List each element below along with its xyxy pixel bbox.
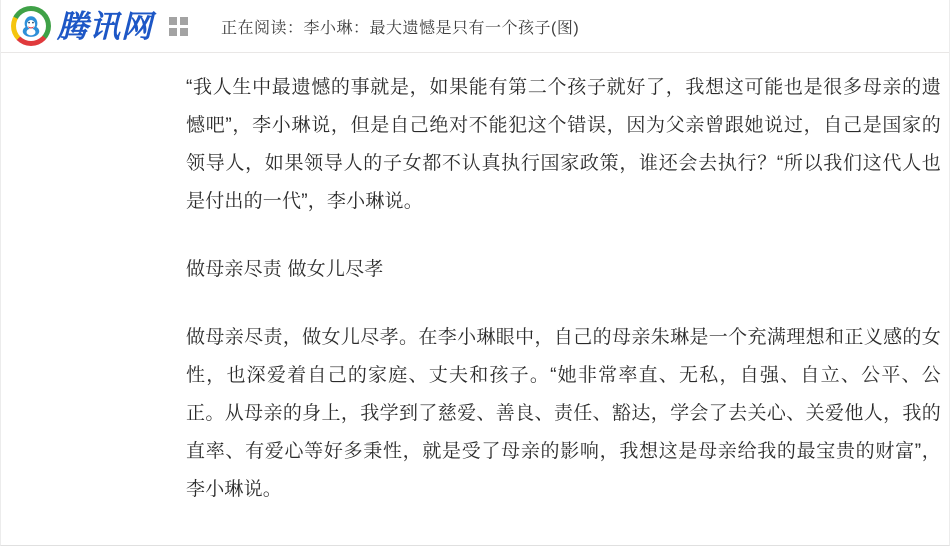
tencent-logo[interactable] <box>11 6 153 46</box>
grid-square <box>169 28 177 36</box>
article-paragraph: 做母亲尽责，做女儿尽孝。在李小琳眼中，自己的母亲朱琳是一个充满理想和正义感的女性，也深爱着自己的家庭、丈夫和孩子。“她非常率直、无私，自强、自立、公平、公正。从母亲的身上，我学到了慈爱、善良、责任、豁达，学会了去关心、关爱他人，我的直率、有爱心等好多秉性，就是受了母亲的影响，我想这是母亲给我的最宝贵的财富”，李小琳说。 <box>186 327 941 500</box>
logo-wordmark: 腾讯网 <box>57 8 153 44</box>
apps-grid-icon[interactable] <box>169 17 188 36</box>
grid-square <box>180 17 188 25</box>
site-header <box>1 0 949 53</box>
tencent-logo-ring-icon <box>11 6 51 46</box>
tencent-penguin-icon <box>16 11 46 41</box>
grid-square <box>169 17 177 25</box>
article-content <box>1 53 949 509</box>
grid-square <box>180 28 188 36</box>
article-paragraph: “我人生中最遗憾的事就是，如果能有第二个孩子就好了，我想这可能也是很多母亲的遗憾吧”，李小琳说，但是自己绝对不能犯这个错误，因为父亲曾跟她说过，自己是国家的领导人，如果领导人的子女都不认真执行国家政策，谁还会去执行？“所以我们这代人也是付出的一代”，李小琳说。 <box>186 77 941 212</box>
article-subheading: 做母亲尽责 做女儿尽孝 <box>186 259 384 280</box>
reading-status-title: 正在阅读：李小琳：最大遗憾是只有一个孩子(图) <box>221 19 580 37</box>
